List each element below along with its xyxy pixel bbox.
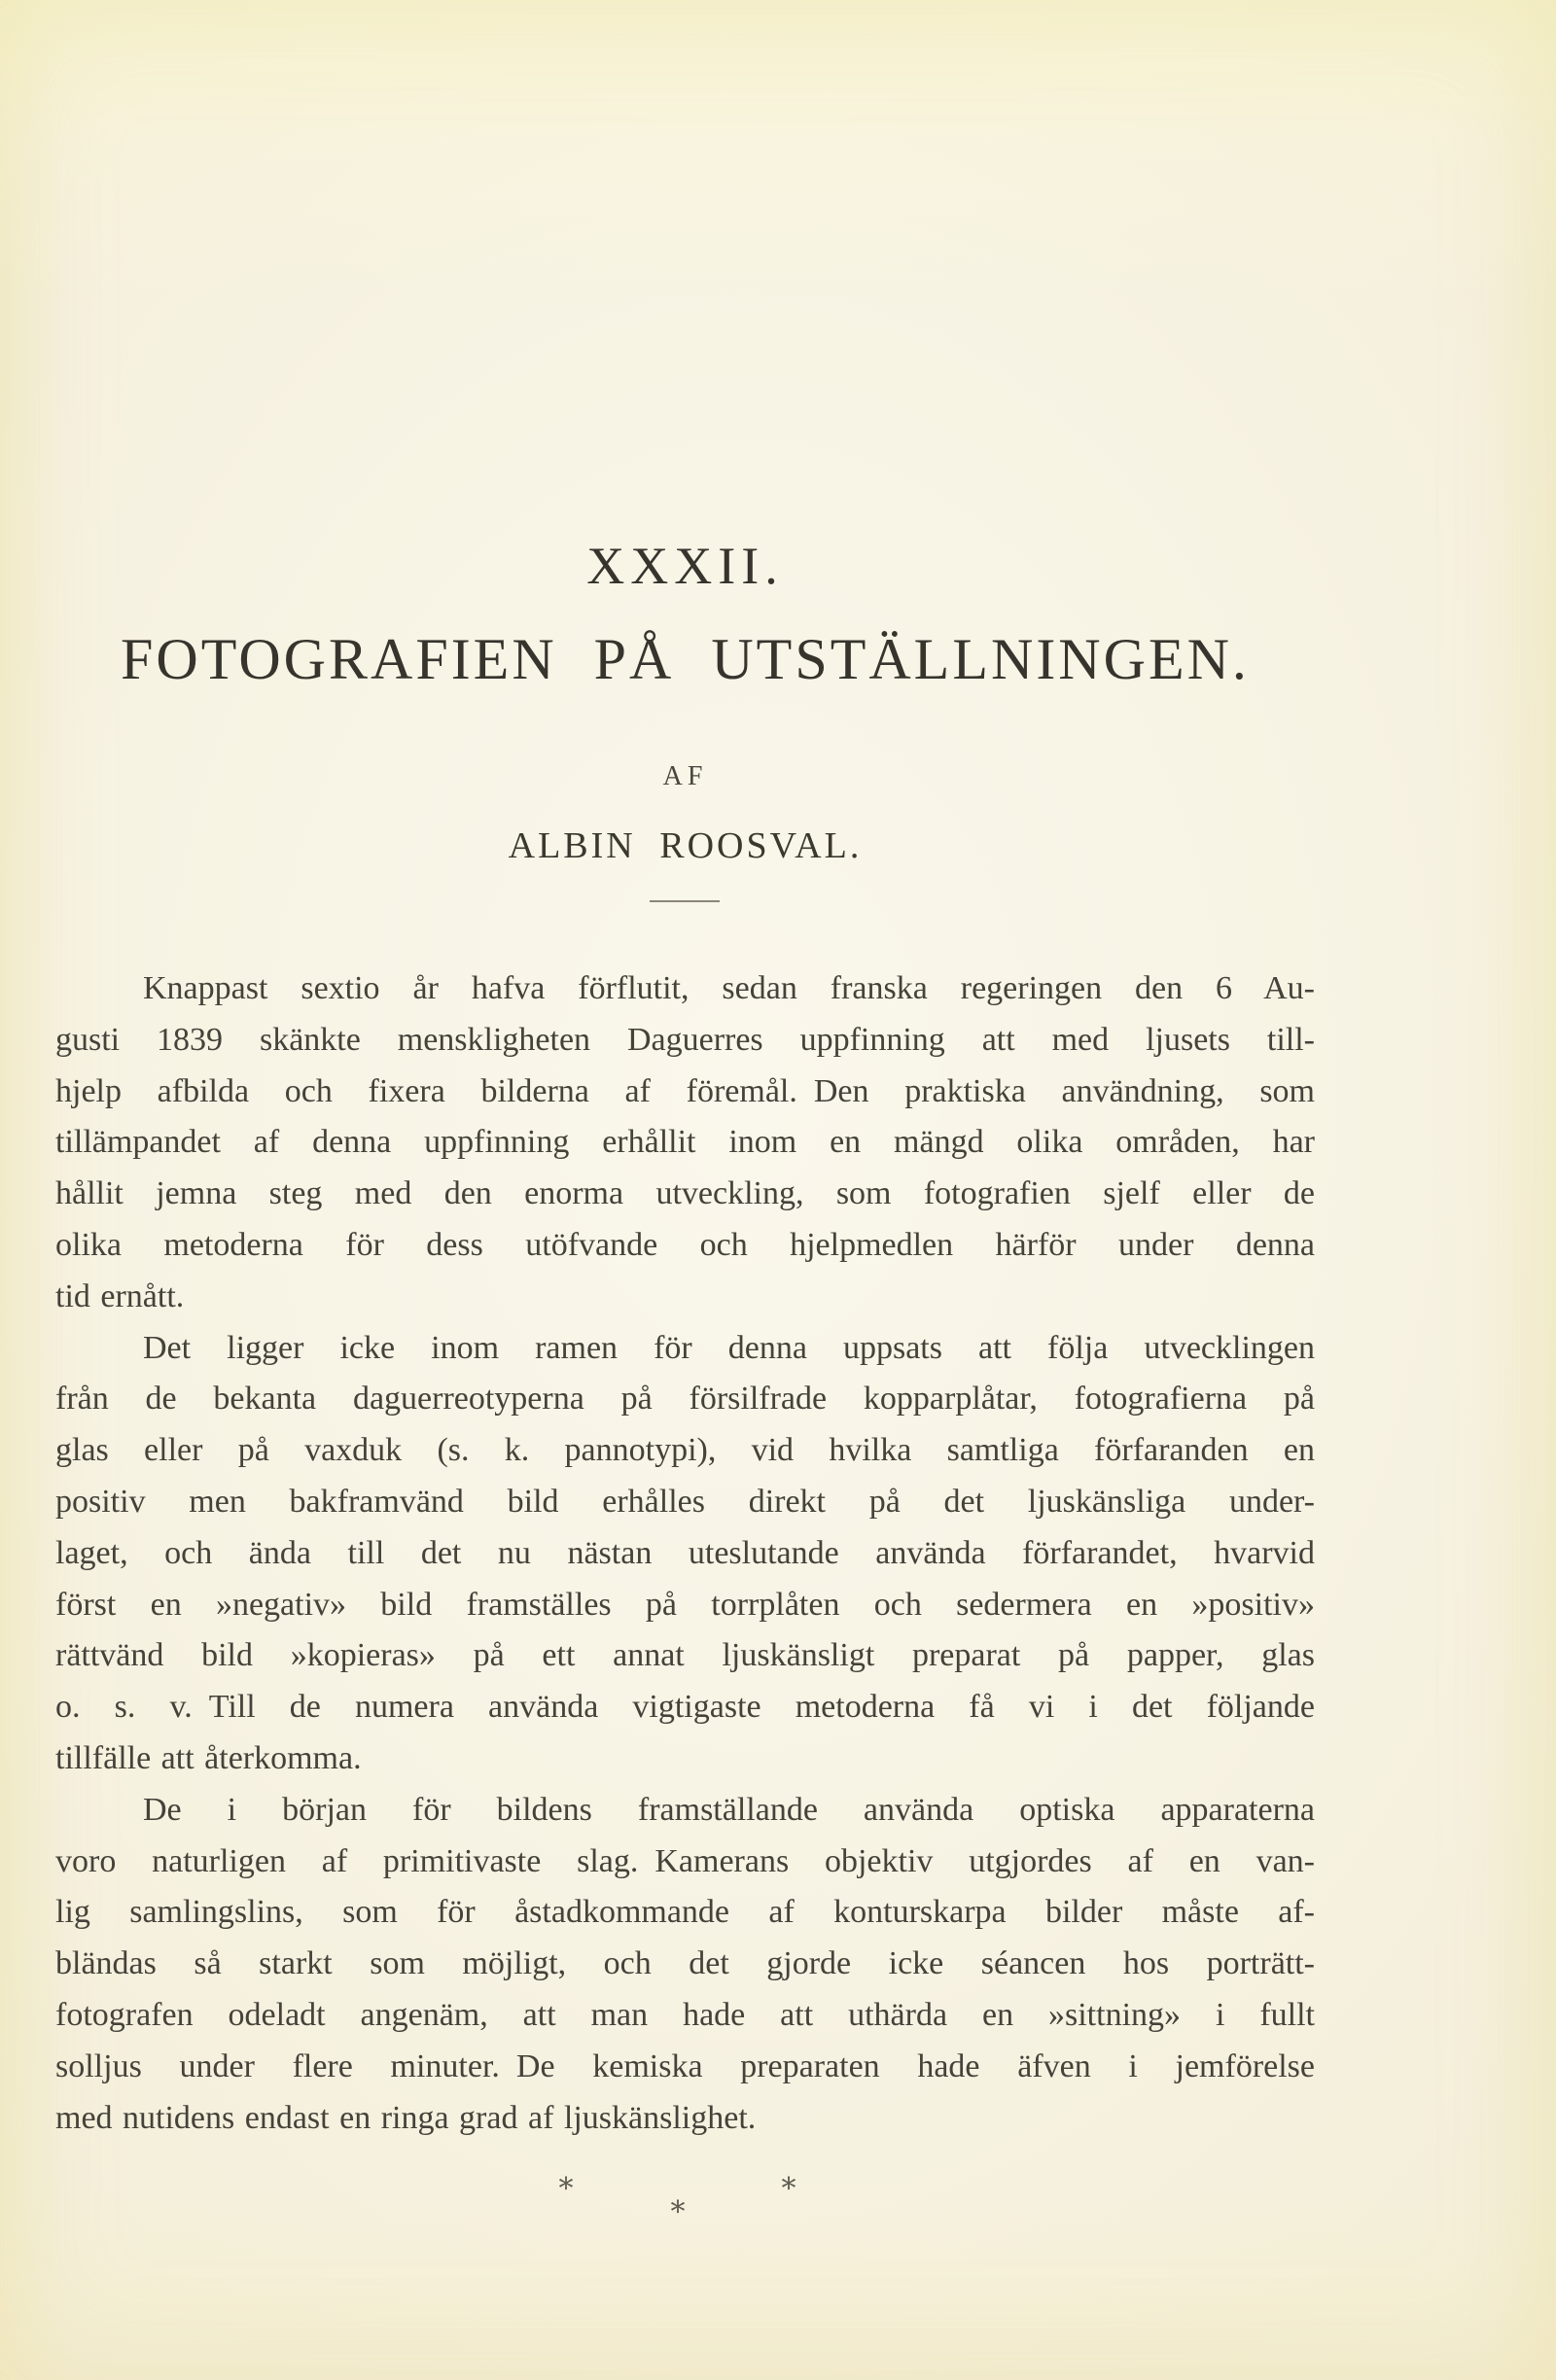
text-line: gusti 1839 skänkte menskligheten Daguerres uppfinning att med ljusets till-: [55, 1021, 1315, 1058]
text-line: tid ernått.: [55, 1278, 185, 1314]
text-line: hjelp afbilda och fixera bilderna af föremål. Den praktiska användning, som: [55, 1072, 1315, 1109]
text-line: med nutidens endast en ringa grad af ljuskänslighet.: [55, 2099, 757, 2136]
asterisk-icon: *: [558, 2172, 574, 2206]
text-line: tillämpandet af denna uppfinning erhållit inom en mängd olika områden, har: [55, 1124, 1315, 1161]
text-line: laget, och ända till det nu nästan uteslutande använda förfarandet, hvarvid: [55, 1534, 1315, 1571]
text-line: Knappast sextio år hafva förflutit, sedan franska regeringen den 6 Au-: [143, 970, 1315, 1006]
text-line: olika metoderna för dess utöfvande och hjelpmedlen härför under denna: [55, 1226, 1315, 1263]
paragraph-3: [55, 1785, 1315, 2145]
text-line: rättvänd bild »kopieras» på ett annat ljuskänsligt preparat på papper, glas: [55, 1637, 1315, 1674]
page-title: FOTOGRAFIEN PÅ UTSTÄLLNINGEN.: [121, 627, 1250, 691]
text-line: hållit jemna steg med den enorma utveckling, som fotografien sjelf eller de: [55, 1175, 1315, 1212]
text-line: först en »negativ» bild framställes på torrplåten och sedermera en »positiv»: [55, 1586, 1315, 1623]
byline-prefix: AF: [662, 761, 708, 791]
text-line: från de bekanta daguerreotyperna på försilfrade kopparplåtar, fotografierna på: [55, 1381, 1315, 1418]
asterisk-icon: *: [670, 2195, 686, 2229]
text-line: solljus under flere minuter. De kemiska preparaten hade äfven i jemförelse: [55, 2048, 1315, 2084]
chapter-number: XXXII.: [586, 537, 784, 595]
body-text: [55, 963, 1315, 2144]
paragraph-1: [55, 963, 1315, 1323]
author-name: ALBIN ROOSVAL.: [508, 825, 863, 866]
text-line: o. s. v. Till de numera använda vigtigaste metoderna få vi i det följande: [55, 1689, 1315, 1726]
text-line: positiv men bakframvänd bild erhålles direkt på det ljuskänsliga under-: [55, 1483, 1315, 1520]
text-line: fotografen odeladt angenäm, att man hade att uthärda en »sittning» i fullt: [55, 1996, 1315, 2033]
text-line: voro naturligen af primitivaste slag. Kamerans objektiv utgjordes af en van-: [55, 1842, 1315, 1879]
text-line: glas eller på vaxduk (s. k. pannotypi), vid hvilka samtliga förfaranden en: [55, 1432, 1315, 1469]
text-line: tillfälle att återkomma.: [55, 1739, 362, 1776]
text-line: Det ligger icke inom ramen för denna uppsats att följa utvecklingen: [143, 1329, 1315, 1366]
text-line: lig samlingslins, som för åstadkommande af konturskarpa bilder måste af-: [55, 1894, 1315, 1931]
paragraph-2: [55, 1323, 1315, 1785]
text-line: De i början för bildens framställande använda optiska apparaterna: [143, 1791, 1315, 1828]
text-line: bländas så starkt som möjligt, och det gjorde icke séancen hos porträtt-: [55, 1945, 1315, 1982]
divider-rule: [650, 900, 720, 902]
asterisk-icon: *: [781, 2172, 796, 2206]
